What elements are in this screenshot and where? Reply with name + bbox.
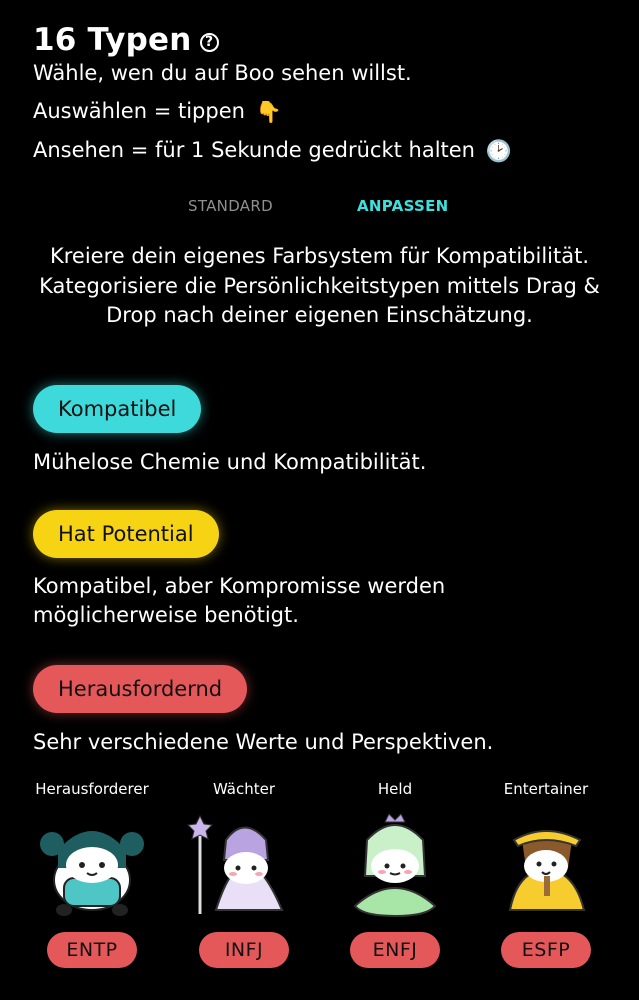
category-compatible-label: Kompatibel — [58, 397, 177, 421]
help-icon[interactable]: ? — [200, 33, 219, 52]
type-card-enfj[interactable] — [325, 780, 465, 980]
category-challenging-label: Herausfordernd — [58, 677, 223, 701]
guardian-avatar-icon — [186, 810, 302, 920]
type-name: Entertainer — [503, 780, 589, 798]
tab-bar — [0, 195, 639, 219]
category-compatible-pill[interactable] — [33, 385, 201, 433]
hero-avatar-icon — [337, 810, 453, 920]
instruction-select-text: Auswählen = tippen — [33, 99, 245, 123]
challenger-avatar-icon — [34, 810, 150, 920]
category-challenging-description: Sehr verschiedene Werte und Perspektiven. — [33, 730, 494, 754]
instruction-view-text: Ansehen = für 1 Sekunde gedrückt halten — [33, 138, 475, 162]
clock-icon: 🕑 — [485, 138, 512, 163]
pointing-down-icon: 👇 — [255, 99, 282, 124]
type-name: Herausforderer — [35, 780, 149, 798]
category-challenging-pill[interactable] — [33, 665, 247, 713]
category-compatible-description: Mühelose Chemie und Kompatibilität. — [33, 450, 427, 474]
tab-standard[interactable]: STANDARD — [188, 197, 273, 215]
title-row — [33, 22, 219, 58]
category-potential-pill[interactable] — [33, 510, 219, 558]
category-potential-label: Hat Potential — [58, 522, 194, 546]
entertainer-avatar-icon — [488, 810, 604, 920]
type-code-pill: ENTP — [47, 932, 137, 968]
page-title: 16 Typen — [33, 22, 192, 58]
instruction-line-3 — [33, 138, 512, 164]
type-code-pill: ESFP — [501, 932, 591, 968]
tab-anpassen[interactable]: ANPASSEN — [357, 197, 449, 215]
type-name: Wächter — [212, 780, 276, 798]
intro-text: Kreiere dein eigenes Farbsystem für Kompatibilität. Kategorisiere die Persönlichkeitstypen mittels Drag & Drop nach deiner eigenen Einschätzung. — [39, 244, 600, 327]
type-name: Held — [377, 780, 413, 798]
type-code-pill: INFJ — [199, 932, 289, 968]
type-card-entp[interactable] — [22, 780, 162, 980]
type-card-esfp[interactable] — [476, 780, 616, 980]
type-code-pill: ENFJ — [350, 932, 440, 968]
instruction-line-1: Wähle, wen du auf Boo sehen willst. — [33, 61, 412, 85]
instruction-line-2 — [33, 99, 282, 125]
category-potential-description: Kompatibel, aber Kompromisse werden möglicherweise benötigt. — [33, 574, 446, 627]
type-card-infj[interactable] — [174, 780, 314, 980]
